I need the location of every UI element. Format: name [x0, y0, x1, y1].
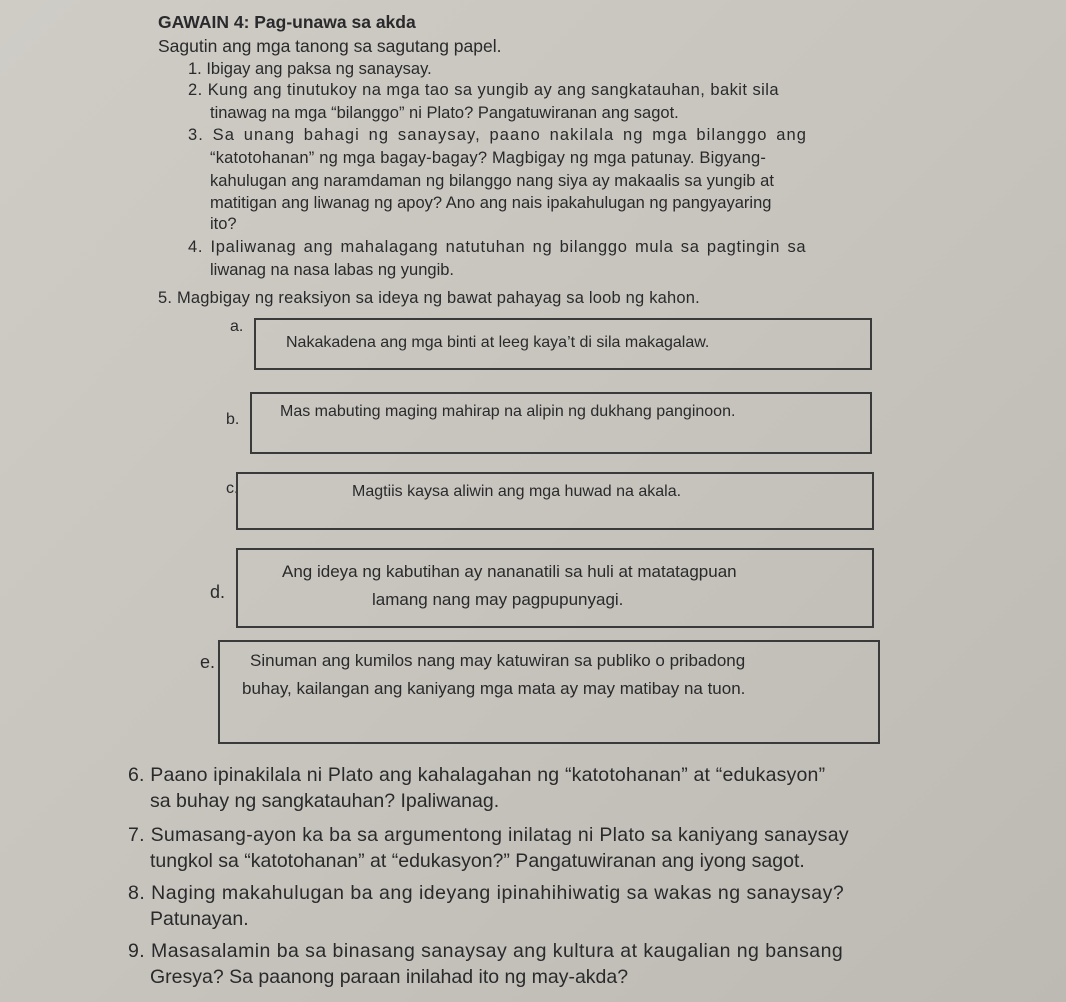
box-a-label: a.: [230, 318, 244, 335]
box-d-text-line-1: Ang ideya ng kabutihan ay nananatili sa huli at matatagpuan: [282, 562, 737, 581]
question-9-line-1: 9. Masasalamin ba sa binasang sanaysay ang kultura at kaugalian ng bansang: [128, 940, 844, 962]
question-2-line-2: tinawag na mga “bilanggo” ni Plato? Pangatuwiranan ang sagot.: [210, 104, 679, 122]
question-6-line-2: sa buhay ng sangkatauhan? Ipaliwanag.: [150, 790, 500, 812]
question-8-line-2: Patunayan.: [150, 908, 249, 930]
box-e-text-line-1: Sinuman ang kumilos nang may katuwiran sa publiko o pribadong: [250, 651, 746, 670]
question-3-line-2: “katotohanan” ng mga bagay-bagay? Magbigay ng mga patunay. Bigyang-: [210, 149, 767, 167]
box-b-label: b.: [226, 411, 240, 428]
statement-box-b: [250, 392, 872, 454]
question-3-line-1: 3. Sa unang bahagi ng sanaysay, paano nakilala ng mga bilanggo ang: [188, 126, 808, 144]
question-7-line-2: tungkol sa “katotohanan” at “edukasyon?” Pangatuwiranan ang iyong sagot.: [150, 850, 805, 872]
question-4-line-2: liwanag na nasa labas ng yungib.: [210, 261, 455, 279]
question-3-line-4: matitigan ang liwanag ng apoy? Ano ang nais ipakahulugan ng pangyayaring: [210, 194, 772, 212]
statement-box-d: [236, 548, 874, 628]
question-6-line-1: 6. Paano ipinakilala ni Plato ang kahalagahan ng “katotohanan” at “edukasyon”: [128, 764, 826, 786]
question-2-line-1: 2. Kung ang tinutukoy na mga tao sa yungib ay ang sangkatauhan, bakit sila: [188, 81, 780, 99]
question-7-line-1: 7. Sumasang-ayon ka ba sa argumentong inilatag ni Plato sa kaniyang sanaysay: [128, 824, 849, 846]
instruction: Sagutin ang mga tanong sa sagutang papel.: [158, 36, 502, 56]
question-4-line-1: 4. Ipaliwanag ang mahalagang natutuhan ng bilanggo mula sa pagtingin sa: [188, 238, 807, 256]
question-5: 5. Magbigay ng reaksiyon sa ideya ng bawat pahayag sa loob ng kahon.: [158, 289, 700, 307]
box-d-label: d.: [210, 582, 226, 602]
question-3-line-3: kahulugan ang naramdaman ng bilanggo nang siya ay makaalis sa yungib at: [210, 172, 775, 190]
statement-box-a: [254, 318, 872, 370]
box-c-text: Magtiis kaysa aliwin ang mga huwad na akala.: [352, 483, 682, 500]
box-e-text-line-2: buhay, kailangan ang kaniyang mga mata ay may matibay na tuon.: [242, 679, 746, 698]
statement-box-e: [218, 640, 880, 744]
question-3-line-5: ito?: [210, 215, 237, 233]
box-e-label: e.: [200, 652, 216, 672]
box-b-text: Mas mabuting maging mahirap na alipin ng dukhang panginoon.: [280, 403, 736, 420]
question-8-line-1: 8. Naging makahulugan ba ang ideyang ipinahihiwatig sa wakas ng sanaysay?: [128, 882, 845, 904]
question-9-line-2: Gresya? Sa paanong paraan inilahad ito ng may-akda?: [150, 966, 629, 988]
box-c-label: c.: [226, 480, 239, 497]
activity-title: GAWAIN 4: Pag-unawa sa akda: [158, 12, 416, 32]
question-1: 1. Ibigay ang paksa ng sanaysay.: [188, 60, 432, 78]
box-d-text-line-2: lamang nang may pagpupunyagi.: [372, 590, 624, 609]
box-a-text: Nakakadena ang mga binti at leeg kaya’t di sila makagalaw.: [286, 334, 710, 351]
statement-box-c: [236, 472, 874, 530]
